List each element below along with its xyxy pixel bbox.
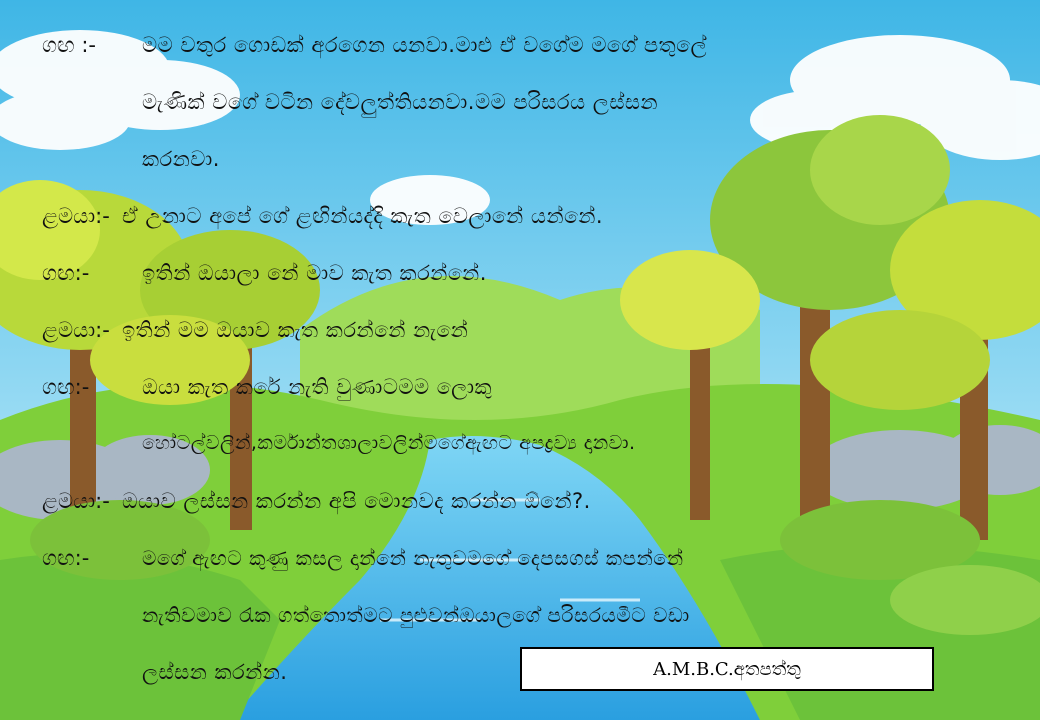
speaker-label: ළමයා:- — [42, 318, 110, 342]
dialogue-line: ඔයාව ලස්සන කරන්න අපි මොනවද කරන්න ඕනේ?. — [122, 489, 591, 513]
speaker-label: ගඟ:- — [42, 375, 90, 399]
speaker-label: ගඟ:- — [42, 261, 90, 285]
dialogue-line: කරනවා. — [142, 147, 220, 171]
dialogue-line: ඉතින් ඔයාලා නේ මාව කැත කරන්නේ. — [142, 261, 487, 285]
author-credit: A.M.B.C.අතපත්තු — [653, 658, 801, 680]
dialogue-line: ඔයා කැත කරේ නැති වුණාටමම ලොකු — [142, 375, 493, 399]
dialogue-line: ලස්සන කරන්න. — [142, 660, 288, 684]
speaker-label: ගඟ :- — [42, 33, 97, 57]
dialogue-line: මැණික් වගේ වටින දේවලුත්තියනවා.මම පරිසරය ලස්සන — [142, 90, 659, 114]
dialogue-line: නැතිවමාව රැක ගත්තොත්මට පුළුවන්ඔයාලගේ පරිසරයමීට වඩා — [142, 603, 690, 627]
dialogue-line: ඉතින් මම ඔයාව කැත කරන්නේ නැනේ — [122, 318, 469, 342]
speaker-label: ගඟ:- — [42, 546, 90, 570]
dialogue-line: මම වතුර ගොඩක් අරගෙන යනවා.මාළු ඒ වගේම මගේ පතුලේ — [142, 33, 708, 57]
speaker-label: ළමයා:- — [42, 489, 110, 513]
author-credit-box — [520, 647, 934, 691]
dialogue-line: හෝටල්වලින්,කර්මාන්තශාලාවලින්මගේඇඟට අපද්‍රව්‍ය දානවා. — [142, 432, 636, 454]
dialogue-line: ඒ උනාට අපේ ගේ ළඟින්යද්දි කැත වෙලානේ යන්නේ. — [122, 204, 604, 228]
speaker-label: ළමයා:- — [42, 204, 110, 228]
dialogue-line: මගේ ඇඟට කුණු කසල දාන්නේ නැතුවමගේ දෙපසගස් කපන්නේ — [142, 546, 684, 570]
